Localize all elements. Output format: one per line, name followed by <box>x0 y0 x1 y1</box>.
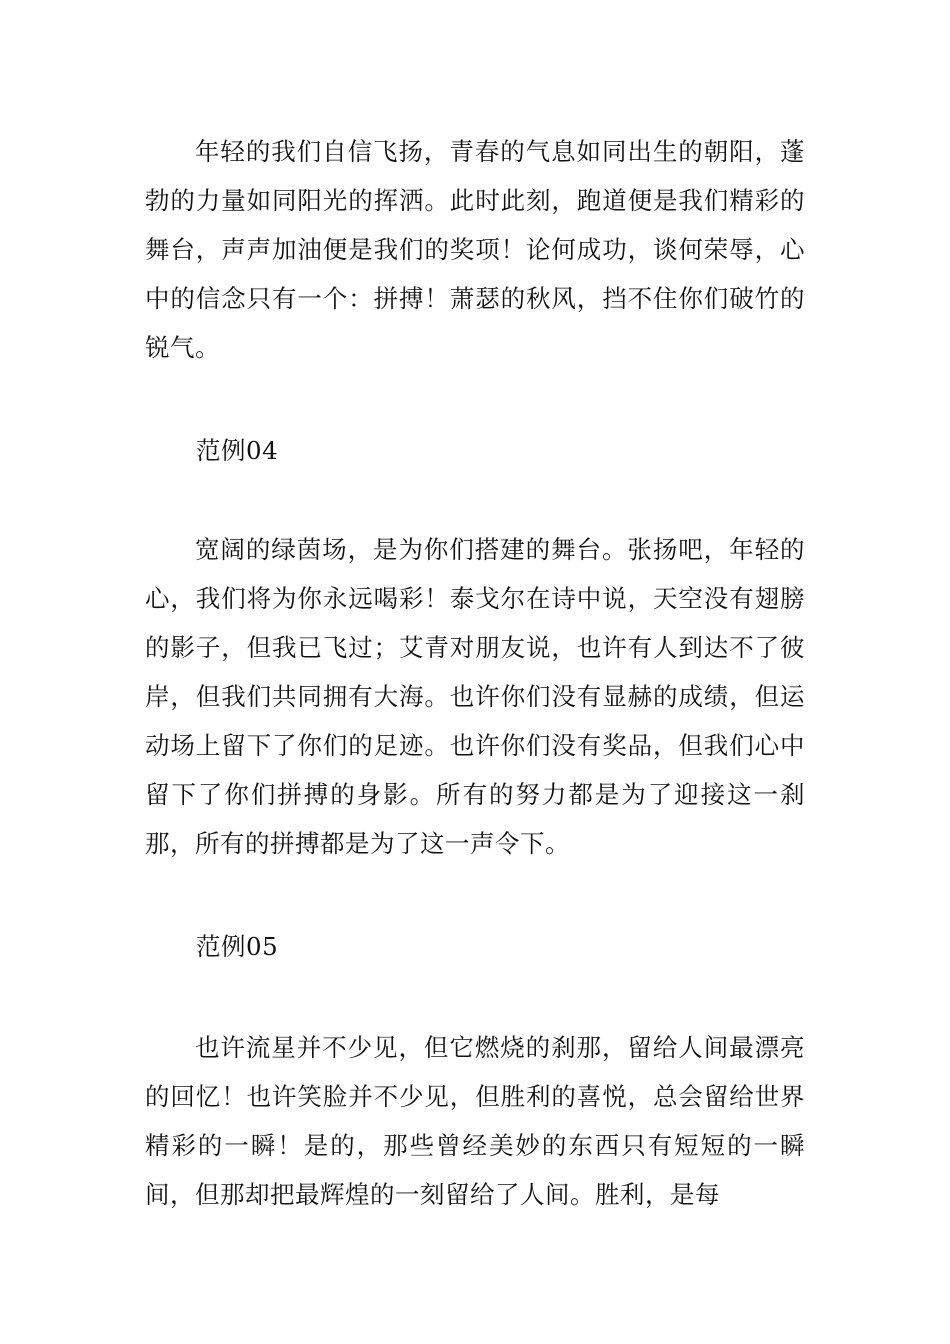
paragraph-2: 宽阔的绿茵场，是为你们搭建的舞台。张扬吧，年轻的心，我们将为你永远喝彩！泰戈尔在诗中说，天空没有翅膀的影子，但我已飞过；艾青对朋友说，也许有人到达不了彼岸，但我们共同拥有大海。也许你们没有显赫的成绩，但运动场上留下了你们的足迹。也许你们没有奖品，但我们心中留下了你们拼搏的身影。所有的努力都是为了迎接这一刹那，所有的拼搏都是为了这一声令下。 <box>145 535 805 858</box>
section-heading-05: 范例05 <box>196 932 279 961</box>
paragraph-1: 年轻的我们自信飞扬，青春的气息如同出生的朝阳，蓬勃的力量如同阳光的挥洒。此时此刻，跑道便是我们精彩的舞台，声声加油便是我们的奖项！论何成功，谈何荣辱，心中的信念只有一个：拼搏！萧瑟的秋风，挡不住你们破竹的锐气。 <box>145 137 805 362</box>
paragraph-3: 也许流星并不少见，但它燃烧的刹那，留给人间最漂亮的回忆！也许笑脸并不少见，但胜利的喜悦，总会留给世界精彩的一瞬！是的，那些曾经美妙的东西只有短短的一瞬间，但那却把最辉煌的一刻留给了人间。胜利，是每 <box>145 1033 805 1209</box>
section-heading-04: 范例04 <box>196 436 279 465</box>
